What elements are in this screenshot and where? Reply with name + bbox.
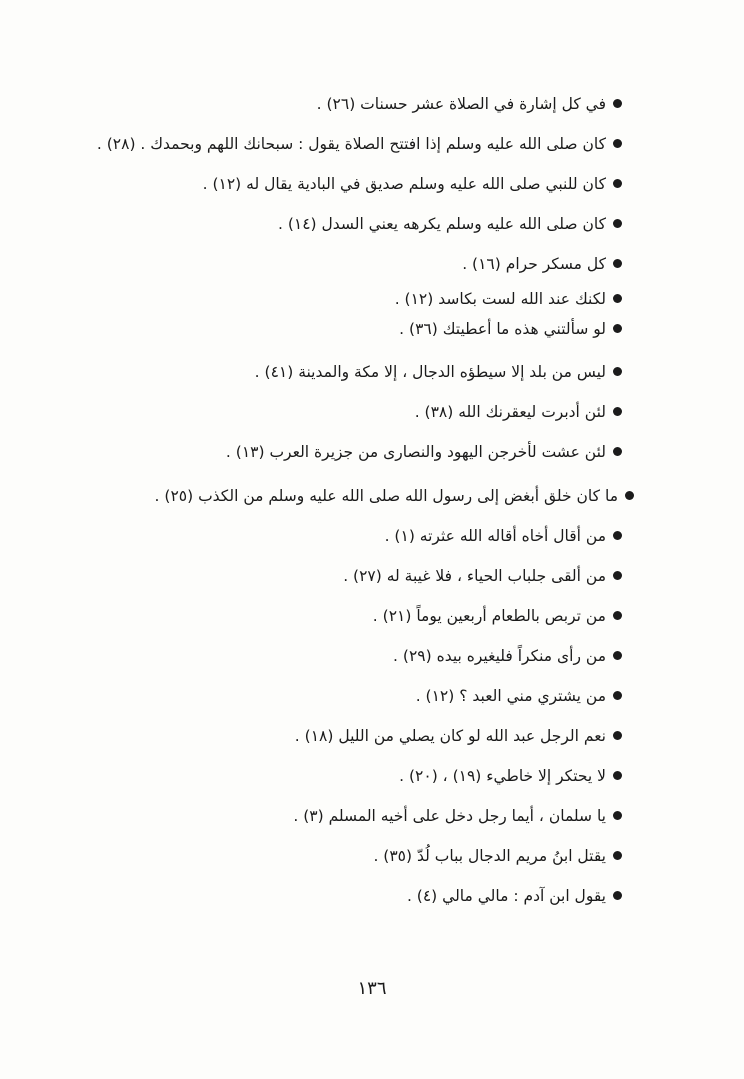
bullet-icon bbox=[613, 259, 622, 268]
bullet-icon bbox=[613, 611, 622, 620]
entry-text: ليس من بلد إلا سيطؤه الدجال ، إلا مكة والمدينة (٤١) . bbox=[254, 363, 606, 381]
list-item bbox=[62, 756, 622, 796]
bullet-icon bbox=[625, 491, 634, 500]
list-item bbox=[62, 636, 622, 676]
entry-text: يا سلمان ، أيما رجل دخل على أخيه المسلم (٣) . bbox=[293, 807, 606, 825]
entry-text: من يشتري مني العبد ؟ (١٢) . bbox=[415, 687, 606, 705]
entry-text: لا يحتكر إلا خاطيء (١٩) ، (٢٠) . bbox=[399, 767, 606, 785]
bullet-icon bbox=[613, 811, 622, 820]
bullet-icon bbox=[613, 367, 622, 376]
list-item bbox=[62, 836, 622, 876]
entry-text: نعم الرجل عبد الله لو كان يصلي من الليل (١٨) . bbox=[294, 727, 606, 745]
list-item bbox=[62, 284, 622, 314]
bullet-icon bbox=[613, 571, 622, 580]
bullet-icon bbox=[613, 219, 622, 228]
entry-text: يقتل ابنُ مريم الدجال بباب لُدّ (٣٥) . bbox=[373, 847, 606, 865]
entry-text: من تربص بالطعام أربعين يوماً (٢١) . bbox=[372, 607, 606, 625]
entry-text: من ألقى جلباب الحياء ، فلا غيبة له (٢٧) . bbox=[343, 567, 606, 585]
bullet-icon bbox=[613, 447, 622, 456]
list-item bbox=[62, 204, 622, 244]
bullet-icon bbox=[613, 531, 622, 540]
list-item bbox=[62, 676, 622, 716]
entry-text: من رأى منكراً فليغيره بيده (٢٩) . bbox=[393, 647, 606, 665]
entry-text: لو سألتني هذه ما أعطيتك (٣٦) . bbox=[399, 320, 606, 338]
entry-text: من أقال أخاه أقاله الله عثرته (١) . bbox=[384, 527, 606, 545]
bullet-icon bbox=[613, 324, 622, 333]
list-item bbox=[62, 596, 622, 636]
list-item bbox=[62, 476, 634, 516]
list-item bbox=[62, 124, 622, 164]
list-item bbox=[62, 516, 622, 556]
list-item bbox=[62, 716, 622, 756]
list-item bbox=[62, 314, 622, 344]
entry-text: ما كان خلق أبغض إلى رسول الله صلى الله عليه وسلم من الكذب (٢٥) . bbox=[154, 487, 618, 505]
bullet-icon bbox=[613, 851, 622, 860]
list-item bbox=[62, 432, 622, 472]
page-number: ١٣٦ bbox=[357, 978, 387, 999]
list-item bbox=[62, 556, 622, 596]
bullet-icon bbox=[613, 731, 622, 740]
bullet-icon bbox=[613, 179, 622, 188]
entry-text: في كل إشارة في الصلاة عشر حسنات (٢٦) . bbox=[316, 95, 606, 113]
list-item bbox=[62, 352, 622, 392]
bullet-icon bbox=[613, 651, 622, 660]
bullet-icon bbox=[613, 691, 622, 700]
entry-text: يقول ابن آدم : مالي مالي (٤) . bbox=[406, 887, 606, 905]
bullet-icon bbox=[613, 294, 622, 303]
entry-text: كان للنبي صلى الله عليه وسلم صديق في البادية يقال له (١٢) . bbox=[202, 175, 606, 193]
bullet-icon bbox=[613, 891, 622, 900]
list-item bbox=[62, 244, 622, 284]
list-item bbox=[62, 164, 622, 204]
list-item bbox=[62, 392, 622, 432]
entry-text: لئن عشت لأخرجن اليهود والنصارى من جزيرة العرب (١٣) . bbox=[225, 443, 606, 461]
entry-text: كل مسكر حرام (١٦) . bbox=[462, 255, 606, 273]
bullet-icon bbox=[613, 771, 622, 780]
entry-text: كان صلى الله عليه وسلم يكرهه يعني السدل (١٤) . bbox=[277, 215, 606, 233]
list-item bbox=[62, 876, 622, 916]
hadith-index-list bbox=[62, 84, 622, 916]
entry-text: لكنك عند الله لست بكاسد (١٢) . bbox=[394, 290, 606, 308]
bullet-icon bbox=[613, 99, 622, 108]
bullet-icon bbox=[613, 407, 622, 416]
entry-text: لئن أدبرت ليعقرنك الله (٣٨) . bbox=[414, 403, 606, 421]
bullet-icon bbox=[613, 139, 622, 148]
list-item bbox=[62, 84, 622, 124]
entry-text: كان صلى الله عليه وسلم إذا افتتح الصلاة يقول : سبحانك اللهم وبحمدك . (٢٨) . bbox=[96, 135, 606, 153]
list-item bbox=[62, 796, 622, 836]
